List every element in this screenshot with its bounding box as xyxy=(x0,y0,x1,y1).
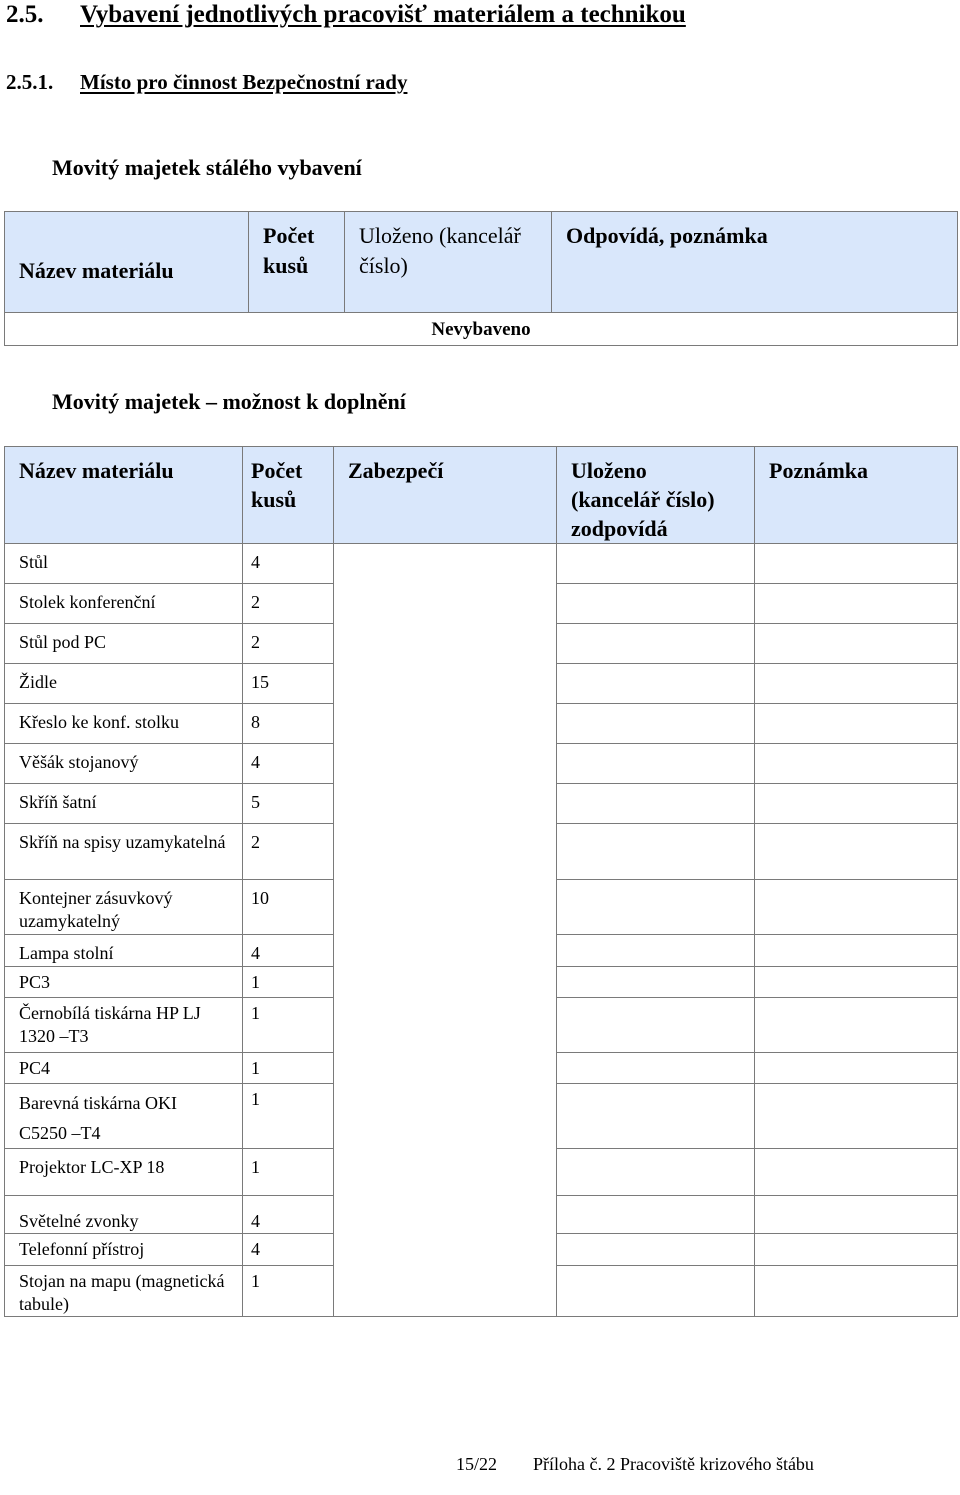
cell-stored xyxy=(557,1084,755,1149)
cell-count: 1 xyxy=(243,998,334,1053)
cell-note xyxy=(755,784,958,824)
table-row xyxy=(5,880,958,935)
cell-secures xyxy=(334,935,557,967)
cell-material-name: PC4 xyxy=(5,1053,243,1084)
cell-note xyxy=(755,744,958,784)
header-name: Název materiálu xyxy=(5,447,243,544)
cell-stored xyxy=(557,1149,755,1196)
cell-count: 2 xyxy=(243,584,334,624)
cell-note xyxy=(755,1196,958,1234)
cell-note xyxy=(755,880,958,935)
table-row xyxy=(5,1149,958,1196)
table-row xyxy=(5,704,958,744)
cell-count: 4 xyxy=(243,544,334,584)
cell-stored xyxy=(557,664,755,704)
cell-note xyxy=(755,1149,958,1196)
cell-secures xyxy=(334,1266,557,1317)
footer-text: Příloha č. 2 Pracoviště krizového štábu xyxy=(533,1454,814,1474)
cell-note xyxy=(755,824,958,880)
fixed-equipment-table xyxy=(4,211,958,346)
section-title: Vybavení jednotlivých pracovišť materiálem a technikou xyxy=(80,1,686,28)
cell-count: 4 xyxy=(243,1234,334,1266)
cell-stored xyxy=(557,880,755,935)
cell-stored xyxy=(557,967,755,998)
cell-stored xyxy=(557,1234,755,1266)
table-row xyxy=(5,1234,958,1266)
cell-note xyxy=(755,704,958,744)
cell-material-name: Černobílá tiskárna HP LJ 1320 –T3 xyxy=(5,998,243,1053)
cell-count: 2 xyxy=(243,624,334,664)
table-row xyxy=(5,1084,958,1149)
cell-stored xyxy=(557,998,755,1053)
cell-material-name: Věšák stojanový xyxy=(5,744,243,784)
section-heading xyxy=(6,0,686,30)
table-row xyxy=(5,824,958,880)
cell-note xyxy=(755,1084,958,1149)
cell-stored xyxy=(557,1266,755,1317)
cell-note xyxy=(755,1234,958,1266)
cell-secures xyxy=(334,624,557,664)
cell-stored xyxy=(557,784,755,824)
header-stored-responsible: Uloženo (kancelář číslo) zodpovídá xyxy=(557,447,755,544)
cell-material-name: Projektor LC-XP 18 xyxy=(5,1149,243,1196)
table-header-row xyxy=(5,212,958,313)
header-name: Název materiálu xyxy=(5,212,249,313)
cell-stored xyxy=(557,1196,755,1234)
header-secures: Zabezpečí xyxy=(334,447,557,544)
table-row xyxy=(5,935,958,967)
cell-secures xyxy=(334,824,557,880)
cell-secures xyxy=(334,544,557,584)
cell-count: 1 xyxy=(243,967,334,998)
header-stored: Uloženo (kancelář číslo) xyxy=(345,212,552,313)
table-row xyxy=(5,584,958,624)
table2-title: Movitý majetek – možnost k doplnění xyxy=(52,389,406,414)
table-row xyxy=(5,1196,958,1234)
cell-count: 10 xyxy=(243,880,334,935)
table-row xyxy=(5,1266,958,1317)
supplementary-equipment-table xyxy=(4,446,958,1317)
cell-secures xyxy=(334,880,557,935)
cell-count: 4 xyxy=(243,744,334,784)
cell-count: 1 xyxy=(243,1053,334,1084)
cell-stored xyxy=(557,704,755,744)
table-row xyxy=(5,1053,958,1084)
table-row xyxy=(5,744,958,784)
cell-secures xyxy=(334,1196,557,1234)
table-row xyxy=(5,624,958,664)
cell-count: 1 xyxy=(243,1266,334,1317)
cell-secures xyxy=(334,998,557,1053)
not-equipped-note: Nevybaveno xyxy=(5,313,958,346)
cell-material-name: Skříň na spisy uzamykatelná xyxy=(5,824,243,880)
cell-secures xyxy=(334,584,557,624)
header-note: Poznámka xyxy=(755,447,958,544)
cell-stored xyxy=(557,824,755,880)
header-count: Počet kusů xyxy=(243,447,334,544)
subsection-number: 2.5.1. xyxy=(6,70,54,94)
cell-count: 4 xyxy=(243,1196,334,1234)
cell-note xyxy=(755,967,958,998)
section-number: 2.5. xyxy=(6,1,44,28)
table-row xyxy=(5,998,958,1053)
cell-secures xyxy=(334,664,557,704)
cell-stored xyxy=(557,744,755,784)
cell-count: 4 xyxy=(243,935,334,967)
cell-material-name: Křeslo ke konf. stolku xyxy=(5,704,243,744)
table1-title: Movitý majetek stálého vybavení xyxy=(52,155,362,180)
cell-secures xyxy=(334,744,557,784)
table-header-row xyxy=(5,447,958,544)
cell-material-name: Stolek konferenční xyxy=(5,584,243,624)
cell-stored xyxy=(557,544,755,584)
cell-material-name: Lampa stolní xyxy=(5,935,243,967)
cell-note xyxy=(755,664,958,704)
cell-count: 5 xyxy=(243,784,334,824)
cell-note xyxy=(755,1053,958,1084)
cell-material-name: PC3 xyxy=(5,967,243,998)
cell-stored xyxy=(557,935,755,967)
cell-material-name: Kontejner zásuvkový uzamykatelný xyxy=(5,880,243,935)
page-number: 15/22 xyxy=(456,1454,498,1474)
cell-note xyxy=(755,544,958,584)
cell-note xyxy=(755,1266,958,1317)
table-row xyxy=(5,664,958,704)
cell-count: 1 xyxy=(243,1149,334,1196)
cell-note xyxy=(755,624,958,664)
header-responsible: Odpovídá, poznámka xyxy=(552,212,958,313)
table-row xyxy=(5,784,958,824)
header-count: Počet kusů xyxy=(249,212,345,313)
cell-secures xyxy=(334,1234,557,1266)
cell-material-name: Stojan na mapu (magnetická tabule) xyxy=(5,1266,243,1317)
subsection-title: Místo pro činnost Bezpečnostní rady xyxy=(80,70,408,94)
subsection-heading xyxy=(6,68,407,96)
cell-stored xyxy=(557,624,755,664)
cell-material-name: Stůl pod PC xyxy=(5,624,243,664)
cell-secures xyxy=(334,967,557,998)
cell-note xyxy=(755,998,958,1053)
cell-count: 1 xyxy=(243,1084,334,1149)
cell-note xyxy=(755,584,958,624)
cell-note xyxy=(755,935,958,967)
table-row xyxy=(5,967,958,998)
cell-material-name: Skříň šatní xyxy=(5,784,243,824)
cell-secures xyxy=(334,1149,557,1196)
cell-material-name: Stůl xyxy=(5,544,243,584)
cell-material-name: Světelné zvonky xyxy=(5,1196,243,1234)
cell-secures xyxy=(334,1053,557,1084)
cell-material-name: Židle xyxy=(5,664,243,704)
cell-material-name: Barevná tiskárna OKI C5250 –T4 xyxy=(5,1084,243,1149)
cell-count: 2 xyxy=(243,824,334,880)
cell-material-name: Telefonní přístroj xyxy=(5,1234,243,1266)
cell-stored xyxy=(557,1053,755,1084)
table-row xyxy=(5,544,958,584)
cell-secures xyxy=(334,784,557,824)
cell-secures xyxy=(334,1084,557,1149)
cell-stored xyxy=(557,584,755,624)
cell-count: 8 xyxy=(243,704,334,744)
cell-count: 15 xyxy=(243,664,334,704)
table-row xyxy=(5,313,958,346)
cell-secures xyxy=(334,704,557,744)
